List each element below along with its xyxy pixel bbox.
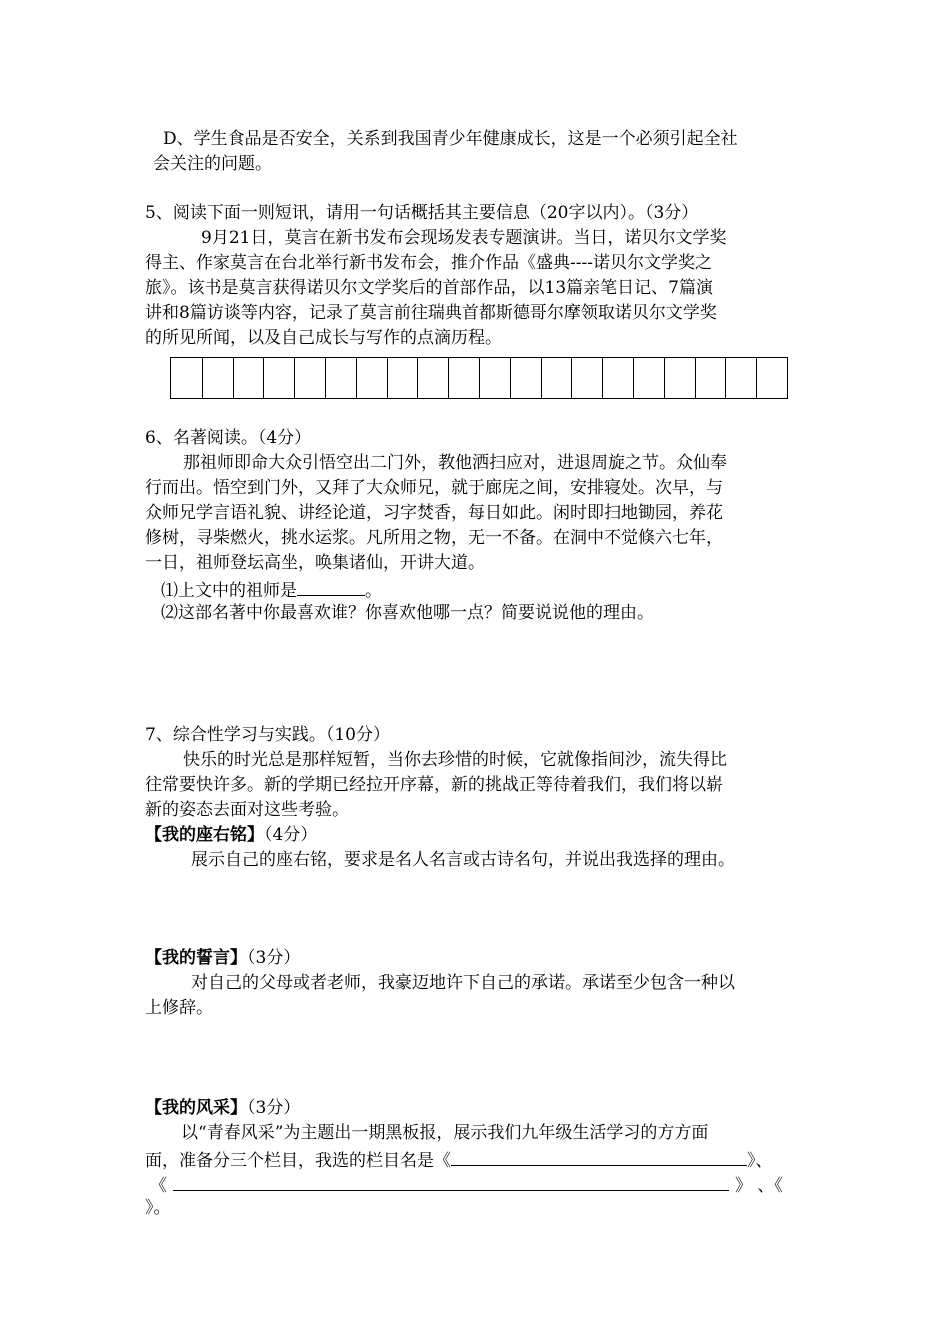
style-line2-suffix: 》、	[747, 1151, 773, 1171]
q6-para-line: 一日，祖师登坛高坐，唤集诸仙，开讲大道。	[145, 553, 485, 573]
motto-heading	[145, 824, 317, 846]
q5-para-line: 得主、作家莫言在台北举行新书发布会，推介作品《盛典----诺贝尔文学奖之	[145, 253, 712, 273]
answer-grid-cell[interactable]	[448, 358, 479, 398]
q4d-line1: D、学生食品是否安全，关系到我国青少年健康成长，这是一个必须引起全社	[163, 129, 738, 149]
q5-title: 5、阅读下面一则短讯，请用一句话概括其主要信息（20字以内）。（3分）	[145, 203, 699, 223]
q5-para-line: 9月21日，莫言在新书发布会现场发表专题演讲。当日，诺贝尔文学奖	[201, 228, 727, 248]
answer-grid-cell[interactable]	[294, 358, 325, 398]
vow-heading	[145, 947, 300, 969]
q6-sub2: ⑵这部名著中你最喜欢谁？你喜欢他哪一点？简要说说他的理由。	[161, 603, 654, 623]
answer-grid	[170, 357, 788, 399]
answer-grid-cell[interactable]	[633, 358, 664, 398]
q6-title: 6、名著阅读。（4分）	[145, 428, 312, 448]
answer-grid-cell[interactable]	[387, 358, 418, 398]
q6-para-line: 那祖师即命大众引悟空出二门外，教他洒扫应对，进退周旋之节。众仙奉	[183, 453, 727, 473]
motto-score: （4分）	[264, 825, 318, 845]
answer-grid-cell[interactable]	[695, 358, 726, 398]
column-name-blank-1[interactable]	[451, 1147, 747, 1166]
vow-score: （3分）	[247, 948, 301, 968]
q7-title: 7、综合性学习与实践。（10分）	[145, 725, 390, 745]
answer-grid-cell[interactable]	[263, 358, 294, 398]
answer-grid-cell[interactable]	[756, 358, 787, 398]
vow-line: 对自己的父母或者老师，我豪迈地许下自己的承诺。承诺至少包含一种以	[191, 973, 735, 993]
vow-head: 【我的誓言】	[145, 948, 247, 968]
answer-grid-cell[interactable]	[602, 358, 633, 398]
open-quote: 《	[150, 1176, 167, 1196]
q6-sub1	[161, 577, 382, 602]
q6-para-line: 众师兄学言语礼貌、讲经论道，习字焚香，每日如此。闲时即扫地锄园，养花	[145, 503, 723, 523]
style-heading	[145, 1097, 300, 1119]
answer-grid-cell[interactable]	[541, 358, 572, 398]
style-line1: 以“青春风采”为主题出一期黑板报，展示我们九年级生活学习的方方面	[181, 1123, 709, 1143]
answer-grid-cell[interactable]	[479, 358, 510, 398]
answer-grid-cell[interactable]	[725, 358, 756, 398]
vow-line: 上修辞。	[145, 998, 213, 1018]
answer-grid-cell[interactable]	[202, 358, 233, 398]
style-line2	[145, 1147, 773, 1172]
column-name-blank-2[interactable]	[173, 1172, 729, 1191]
q5-para-line: 旅》。该书是莫言获得诺贝尔文学奖后的首部作品，以13篇亲笔日记、7篇演	[145, 278, 713, 298]
q6-sub1-suffix: 。	[365, 581, 382, 601]
answer-grid-cell[interactable]	[417, 358, 448, 398]
answer-grid-cell[interactable]	[233, 358, 264, 398]
q5-para-line: 的所见所闻，以及自己成长与写作的点滴历程。	[145, 328, 502, 348]
q5-para-line: 讲和8篇访谈等内容，记录了莫言前往瑞典首都斯德哥尔摩领取诺贝尔文学奖	[145, 303, 717, 323]
q7-intro-line: 往常要快许多。新的学期已经拉开序幕，新的挑战正等待着我们，我们将以崭	[145, 775, 723, 795]
style-head: 【我的风采】	[145, 1098, 247, 1118]
answer-grid-cell[interactable]	[325, 358, 356, 398]
answer-grid-cell[interactable]	[171, 358, 202, 398]
q6-para-line: 修树，寻柴燃火，挑水运浆。凡所用之物，无一不备。在洞中不觉倏六七年，	[145, 528, 723, 548]
style-line2-prefix: 面，准备分三个栏目，我选的栏目名是《	[145, 1151, 451, 1171]
q6-para-line: 行而出。悟空到门外，又拜了大众师兄，就于廊庑之间，安排寝处。次早，与	[145, 478, 723, 498]
style-score: （3分）	[247, 1098, 301, 1118]
answer-grid-cell[interactable]	[571, 358, 602, 398]
separator: 》 、《	[735, 1176, 783, 1196]
q7-intro-line: 快乐的时光总是那样短暂，当你去珍惜的时候，它就像指间沙，流失得比	[183, 750, 727, 770]
style-line3	[150, 1172, 783, 1197]
answer-grid-cell[interactable]	[510, 358, 541, 398]
q6-sub1-prefix: ⑴上文中的祖师是	[161, 581, 297, 601]
q7-intro-line: 新的姿态去面对这些考验。	[145, 800, 349, 820]
q4d-line2: 会关注的问题。	[153, 154, 272, 174]
answer-grid-cell[interactable]	[664, 358, 695, 398]
motto-head: 【我的座右铭】	[145, 825, 264, 845]
q6-sub1-blank[interactable]	[297, 577, 365, 596]
motto-text: 展示自己的座右铭，要求是名人名言或古诗名句，并说出我选择的理由。	[191, 850, 735, 870]
style-line4: 》。	[145, 1198, 171, 1218]
answer-grid-cell[interactable]	[356, 358, 387, 398]
